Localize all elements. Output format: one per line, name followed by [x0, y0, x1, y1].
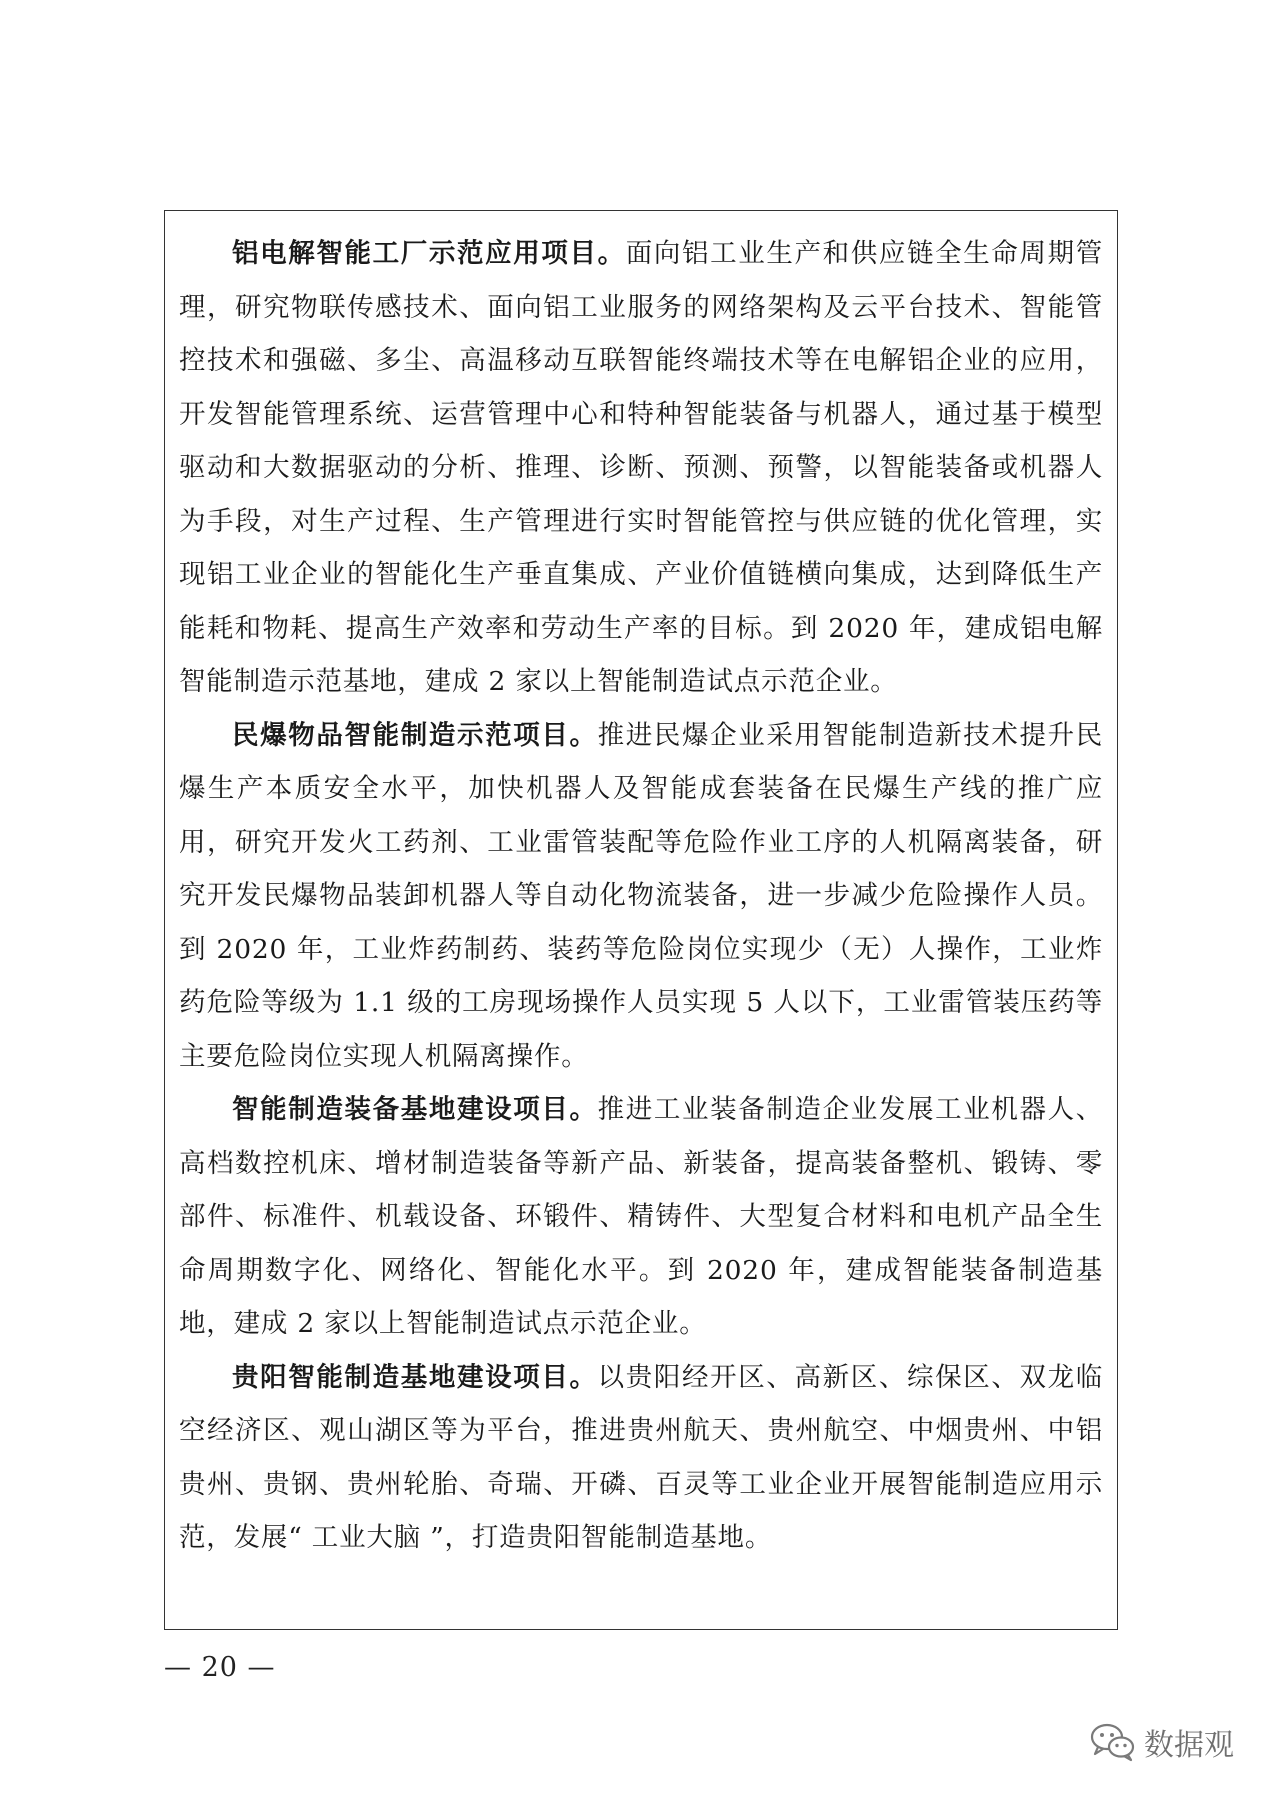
- paragraph-lead: 民爆物品智能制造示范项目。: [232, 719, 598, 751]
- paragraph-lead: 贵阳智能制造基地建设项目。: [232, 1361, 598, 1393]
- paragraph-body: 以贵阳经开区、高新区、综保区、双龙临空经济区、观山湖区等为平台，推进贵州航天、贵州航空、中烟贵州、中铝贵州、贵钢、贵州轮胎、奇瑞、开磷、百灵等工业企业开展智能制造应用示范，发展“ 工业大脑 ”，打造贵阳智能制造基地。: [179, 1361, 1103, 1553]
- paragraph-body: 推进工业装备制造企业发展工业机器人、高档数控机床、增材制造装备等新产品、新装备，提高装备整机、锻铸、零部件、标准件、机载设备、环锻件、精铸件、大型复合材料和电机产品全生命周期数字化、网络化、智能化水平。到 2020 年，建成智能装备制造基地，建成 2 家以上智能制造试点示范企业。: [179, 1094, 1103, 1339]
- paragraph-body: 面向铝工业生产和供应链全生命周期管理，研究物联传感技术、面向铝工业服务的网络架构及云平台技术、智能管控技术和强磁、多尘、高温移动互联智能终端技术等在电解铝企业的应用，开发智能管理系统、运营管理中心和特种智能装备与机器人，通过基于模型驱动和大数据驱动的分析、推理、诊断、预测、预警，以智能装备或机器人为手段，对生产过程、生产管理进行实时智能管控与供应链的优化管理，实现铝工业企业的智能化生产垂直集成、产业价值链横向集成，达到降低生产能耗和物耗、提高生产效率和劳动生产率的目标。到 2020 年，建成铝电解智能制造示范基地，建成 2 家以上智能制造试点示范企业。: [179, 238, 1104, 697]
- page-number: — 20 —: [164, 1652, 276, 1683]
- paragraph-lead: 铝电解智能工厂示范应用项目。: [232, 238, 626, 269]
- paragraph-aluminum: [179, 227, 1103, 709]
- paragraph-guiyang-base: [179, 1351, 1103, 1565]
- content-frame: [164, 210, 1118, 1630]
- wechat-icon: [1090, 1722, 1136, 1762]
- paragraph-body: 推进民爆企业采用智能制造新技术提升民爆生产本质安全水平，加快机器人及智能成套装备在民爆生产线的推广应用，研究开发火工药剂、工业雷管装配等危险作业工序的人机隔离装备，研究开发民爆物品装卸机器人等自动化物流装备，进一步减少危险操作人员。到 2020 年，工业炸药制药、装药等危险岗位实现少（无）人操作，工业炸药危险等级为 1.1 级的工房现场操作人员实现 5 人以下，工业雷管装压药等主要危险岗位实现人机隔离操作。: [179, 719, 1103, 1072]
- paragraph-equipment-base: [179, 1083, 1103, 1351]
- watermark: [1090, 1720, 1234, 1764]
- paragraph-explosives: [179, 709, 1103, 1084]
- paragraph-lead: 智能制造装备基地建设项目。: [232, 1094, 598, 1125]
- watermark-text: 数据观: [1144, 1728, 1234, 1763]
